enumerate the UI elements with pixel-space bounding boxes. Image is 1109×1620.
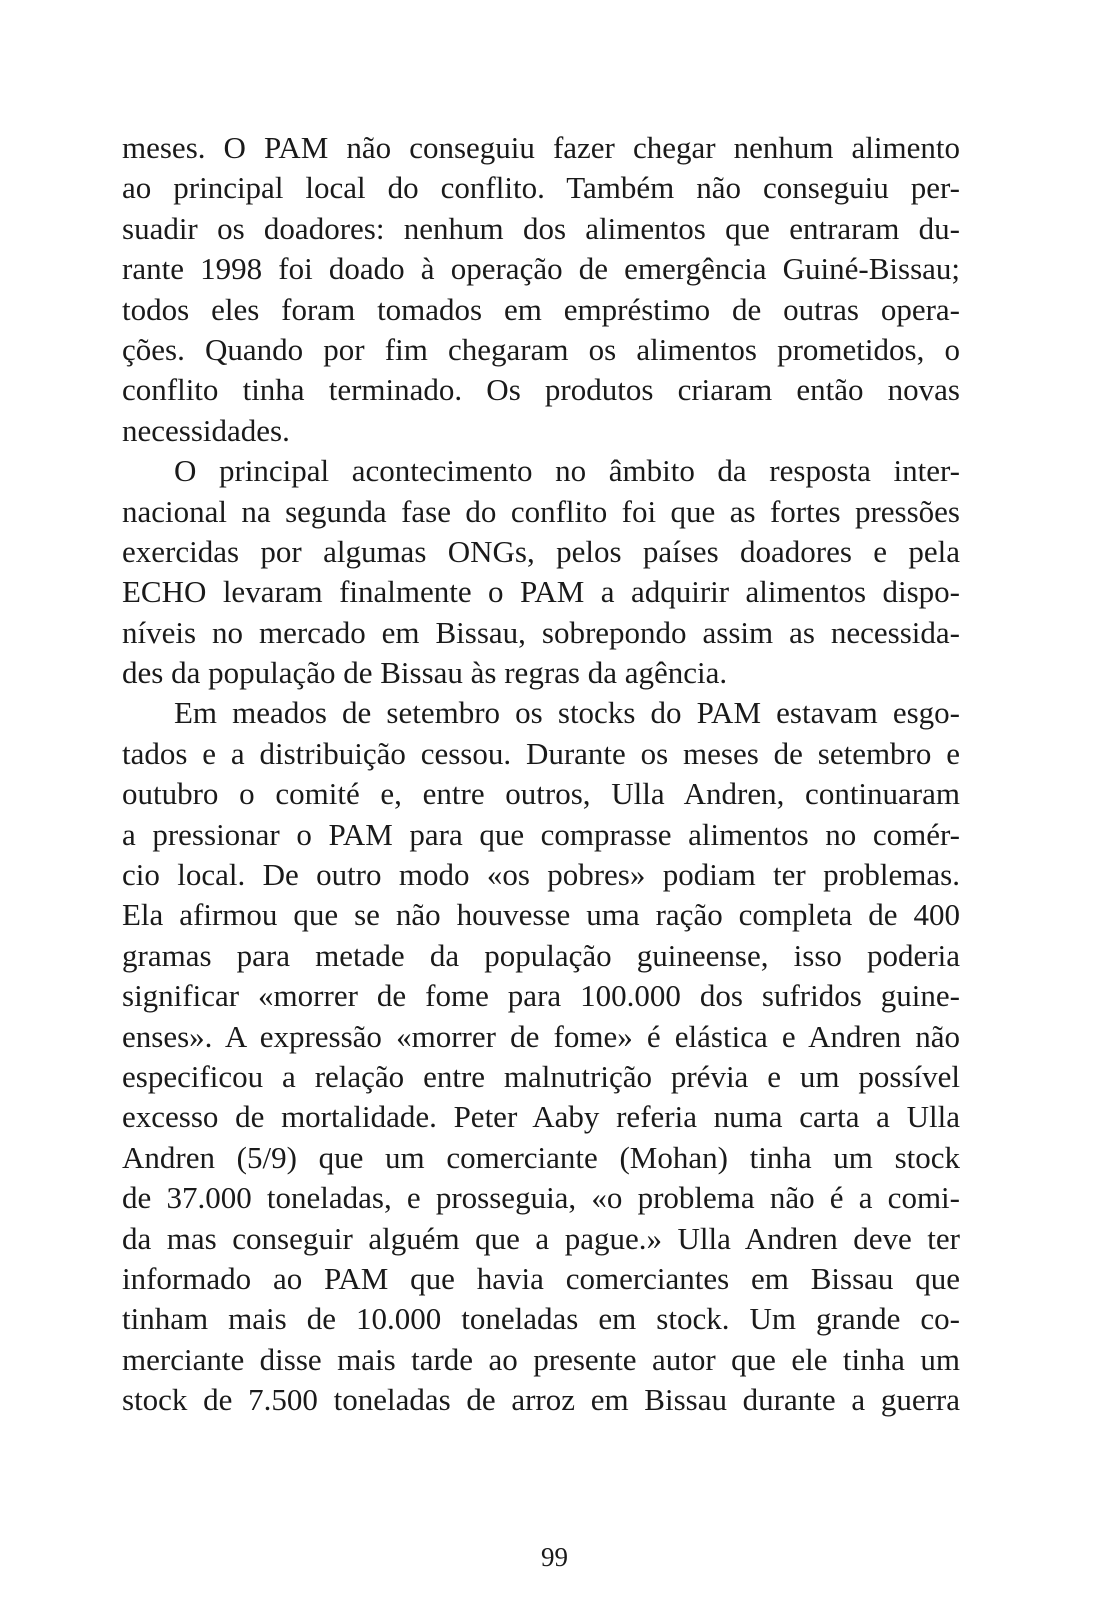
text-line: cio local. De outro modo «os pobres» podiam ter problemas.: [122, 857, 960, 893]
text-line: merciante disse mais tarde ao presente autor que ele tinha um: [122, 1341, 960, 1377]
text-line: rante 1998 foi doado à operação de emergência Guiné-Bissau;: [122, 251, 960, 287]
text-line: de 37.000 toneladas, e prosseguia, «o problema não é a comi-: [122, 1180, 960, 1216]
text-line: excesso de mortalidade. Peter Aaby referia numa carta a Ulla: [122, 1099, 960, 1135]
paragraph-start-line: O principal acontecimento no âmbito da resposta inter-: [174, 453, 960, 489]
text-line: gramas para metade da população guineense, isso poderia: [122, 937, 960, 973]
text-line: níveis no mercado em Bissau, sobrepondo assim as necessida-: [122, 614, 960, 650]
text-line: exercidas por algumas ONGs, pelos países doadores e pela: [122, 533, 960, 569]
text-line: outubro o comité e, entre outros, Ulla Andren, continuaram: [122, 776, 960, 812]
text-line: da mas conseguir alguém que a pague.» Ulla Andren deve ter: [122, 1220, 960, 1256]
page-number: 99: [541, 1542, 568, 1572]
text-line: des da população de Bissau às regras da agência.: [122, 655, 728, 691]
text-line: tados e a distribuição cessou. Durante os meses de setembro e: [122, 735, 960, 771]
text-line: nacional na segunda fase do conflito foi que as fortes pressões: [122, 493, 960, 529]
text-line: ECHO levaram finalmente o PAM a adquirir alimentos dispo-: [122, 574, 960, 610]
text-line: especificou a relação entre malnutrição prévia e um possível: [122, 1058, 960, 1094]
text-line: significar «morrer de fome para 100.000 dos sufridos guine-: [122, 978, 960, 1014]
text-line: informado ao PAM que havia comerciantes em Bissau que: [122, 1260, 960, 1296]
text-line: necessidades.: [122, 412, 290, 448]
body-text: [122, 128, 960, 1421]
paragraph-start-line: Em meados de setembro os stocks do PAM estavam esgo-: [174, 695, 960, 731]
text-line: Andren (5/9) que um comerciante (Mohan) tinha um stock: [122, 1139, 960, 1175]
text-line: Ela afirmou que se não houvesse uma ração completa de 400: [122, 897, 960, 933]
text-line: conflito tinha terminado. Os produtos criaram então novas: [122, 372, 960, 408]
text-line: enses». A expressão «morrer de fome» é elástica e Andren não: [122, 1018, 960, 1054]
text-line: ções. Quando por fim chegaram os alimentos prometidos, o: [122, 331, 960, 367]
text-line: stock de 7.500 toneladas de arroz em Bissau durante a guerra: [122, 1382, 960, 1418]
text-line: tinham mais de 10.000 toneladas em stock. Um grande co-: [122, 1301, 960, 1337]
text-line: ao principal local do conflito. Também não conseguiu per-: [122, 170, 960, 206]
text-line: suadir os doadores: nenhum dos alimentos que entraram du-: [122, 210, 960, 246]
text-line: todos eles foram tomados em empréstimo de outras opera-: [122, 291, 960, 327]
text-line: a pressionar o PAM para que comprasse alimentos no comér-: [122, 816, 960, 852]
text-line: meses. O PAM não conseguiu fazer chegar nenhum alimento: [122, 130, 960, 165]
